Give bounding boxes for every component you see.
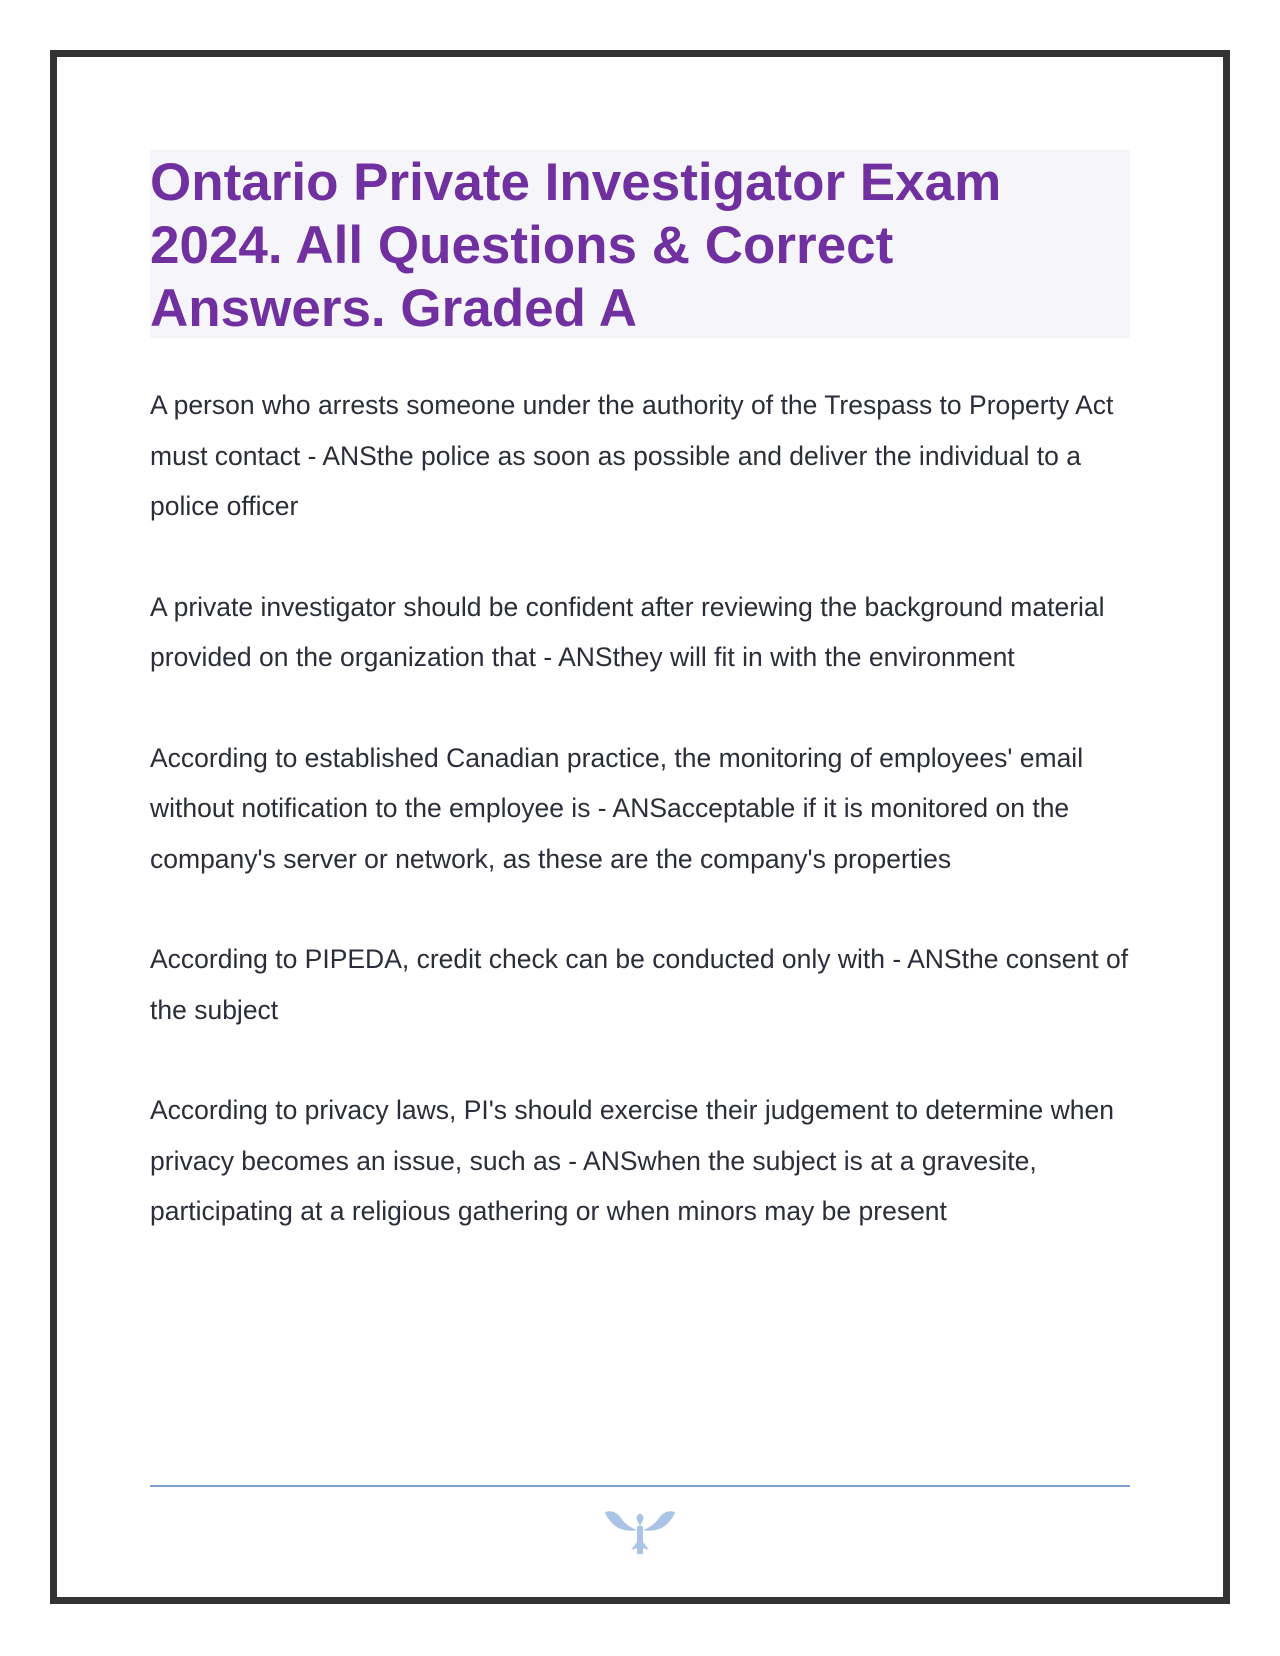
footer-divider — [150, 1485, 1130, 1487]
document-title: Ontario Private Investigator Exam 2024. All Questions & Correct Answers. Graded A — [150, 153, 1002, 338]
qa-item: According to established Canadian practice, the monitoring of employees' email without notification to the employee is - ANSacceptable if it is monitored on the company's server or network, as these are the company's properties — [150, 742, 1084, 874]
qa-item: A private investigator should be confident after reviewing the background material provided on the organization that - ANSthey will fit in with the environment — [150, 591, 1105, 672]
qa-item: According to PIPEDA, credit check can be conducted only with - ANSthe consent of the subject — [150, 944, 1129, 1025]
qa-item: According to privacy laws, PI's should exercise their judgement to determine when privacy becomes an issue, such as - ANSwhen the subject is at a gravesite, participating at a religious gathering or when minors may be present — [150, 1095, 1114, 1226]
qa-item: A person who arrests someone under the authority of the Trespass to Property Act must contact - ANSthe police as soon as possible and deliver the individual to a police officer — [150, 390, 1114, 521]
qa-list — [150, 380, 1130, 1287]
bird-logo-icon — [603, 1506, 677, 1556]
